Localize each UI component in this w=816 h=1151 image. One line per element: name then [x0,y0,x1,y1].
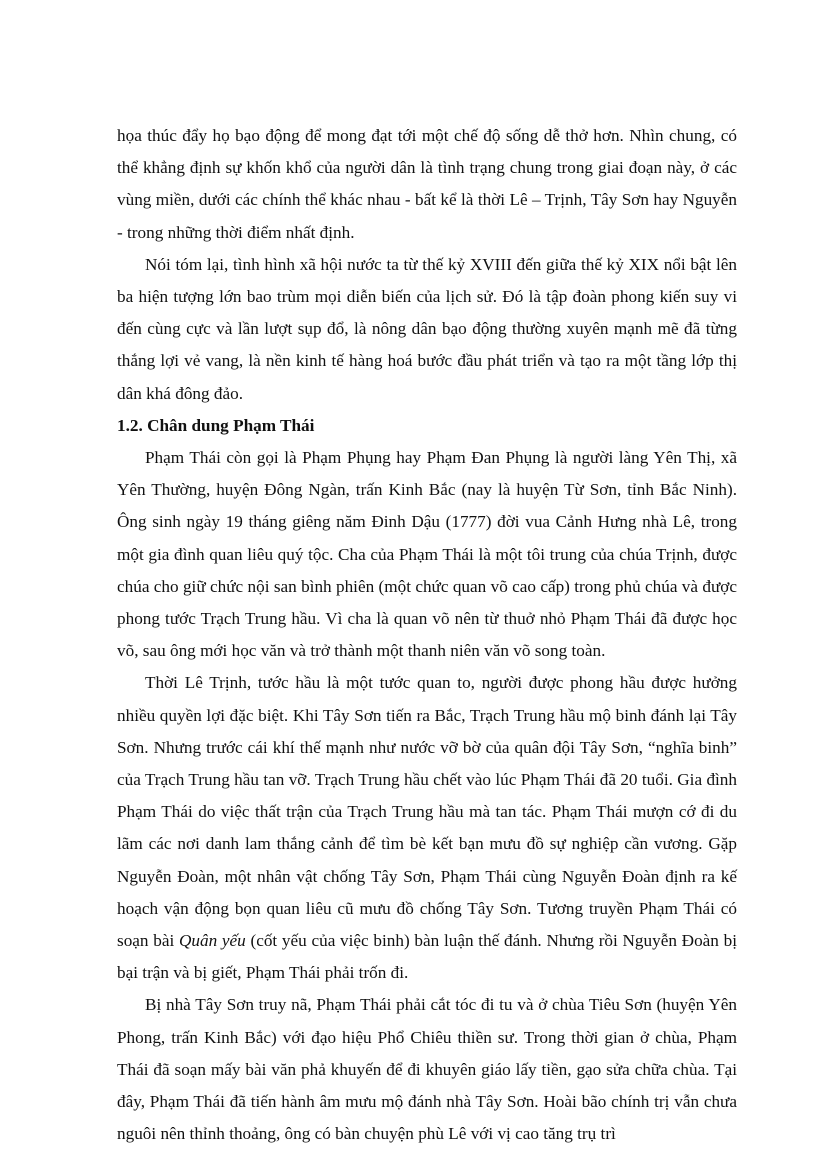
paragraph-4-text-b: (cốt yếu của việc binh) bàn luận thế đánh. Nhưng rồi Nguyễn Đoàn bị bại trận và bị giết, Phạm Thái phải trốn đi. [117,931,737,983]
document-page [117,120,737,1151]
paragraph-2: Nói tóm lại, tình hình xã hội nước ta từ thế kỷ XVIII đến giữa thế kỷ XIX nổi bật lên ba hiện tượng lớn bao trùm mọi diễn biến của lịch sử. Đó là tập đoàn phong kiến suy vi đến cùng cực và lần lượt sụp đổ, là nông dân bạo động thường xuyên mạnh mẽ đã từng thắng lợi vẻ vang, là nền kinh tế hàng hoá bước đầu phát triển và tạo ra một tầng lớp thị dân khá đông đảo. [117,254,737,403]
paragraph-4 [117,667,737,989]
section-heading: 1.2. Chân dung Phạm Thái [117,415,315,435]
paragraph-1: họa thúc đẩy họ bạo động để mong đạt tới một chế độ sống dễ thở hơn. Nhìn chung, có thể khẳng định sự khốn khổ của người dân là tình trạng chung trong giai đoạn này, ở các vùng miền, dưới các chính thể khác nhau - bất kể là thời Lê – Trịnh, Tây Sơn hay Nguyễn - trong những thời điểm nhất định. [117,126,737,242]
paragraph-3: Phạm Thái còn gọi là Phạm Phụng hay Phạm Đan Phụng là người làng Yên Thị, xã Yên Thường, huyện Đông Ngàn, trấn Kinh Bắc (nay là huyện Từ Sơn, tỉnh Bắc Ninh). Ông sinh ngày 19 tháng giêng năm Đinh Dậu (1777) đời vua Cảnh Hưng nhà Lê, trong một gia đình quan liêu quý tộc. Cha của Phạm Thái là một tôi trung của chúa Trịnh, được chúa cho giữ chức nội san bình phiên (một chức quan võ cao cấp) trong phủ chúa và được phong tước Trạch Trung hầu. Vì cha là quan võ nên từ thuở nhỏ Phạm Thái đã được học võ, sau ông mới học văn và trở thành một thanh niên văn võ song toàn. [117,448,737,661]
paragraph-5: Bị nhà Tây Sơn truy nã, Phạm Thái phải cắt tóc đi tu và ở chùa Tiêu Sơn (huyện Yên Phong, trấn Kinh Bắc) với đạo hiệu Phổ Chiêu thiền sư. Trong thời gian ở chùa, Phạm Thái đã soạn mấy bài văn phả khuyến để đi khuyên giáo lấy tiền, gạo sửa chữa chùa. Tại đây, Phạm Thái đã tiến hành âm mưu mộ đánh nhà Tây Sơn. Hoài bão chính trị vẫn chưa nguôi nên thỉnh thoảng, ông có bàn chuyện phù Lê với vị cao tăng trụ trì [117,995,737,1144]
paragraph-4-text-a: Thời Lê Trịnh, tước hầu là một tước quan to, người được phong hầu được hưởng nhiều quyền lợi đặc biệt. Khi Tây Sơn tiến ra Bắc, Trạch Trung hầu mộ binh đánh lại Tây Sơn. Nhưng trước cái khí thế mạnh như nước vỡ bờ của quân đội Tây Sơn, “nghĩa binh” của Trạch Trung hầu tan vỡ. Trạch Trung hầu chết vào lúc Phạm Thái đã 20 tuổi. Gia đình Phạm Thái do việc thất trận của Trạch Trung hầu mà tan tác. Phạm Thái mượn cớ đi du lãm các nơi danh lam thắng cảnh để tìm bè kết bạn mưu đồ sự nghiệp cần vương. Gặp Nguyễn Đoàn, một nhân vật chống Tây Sơn, Phạm Thái cùng Nguyễn Đoàn định ra kế hoạch vận động bọn quan liêu cũ mưu đồ chống Tây Sơn. Tương truyền Phạm Thái có soạn bài [117,673,737,951]
italic-title-quan-yeu: Quân yếu [178,931,246,951]
